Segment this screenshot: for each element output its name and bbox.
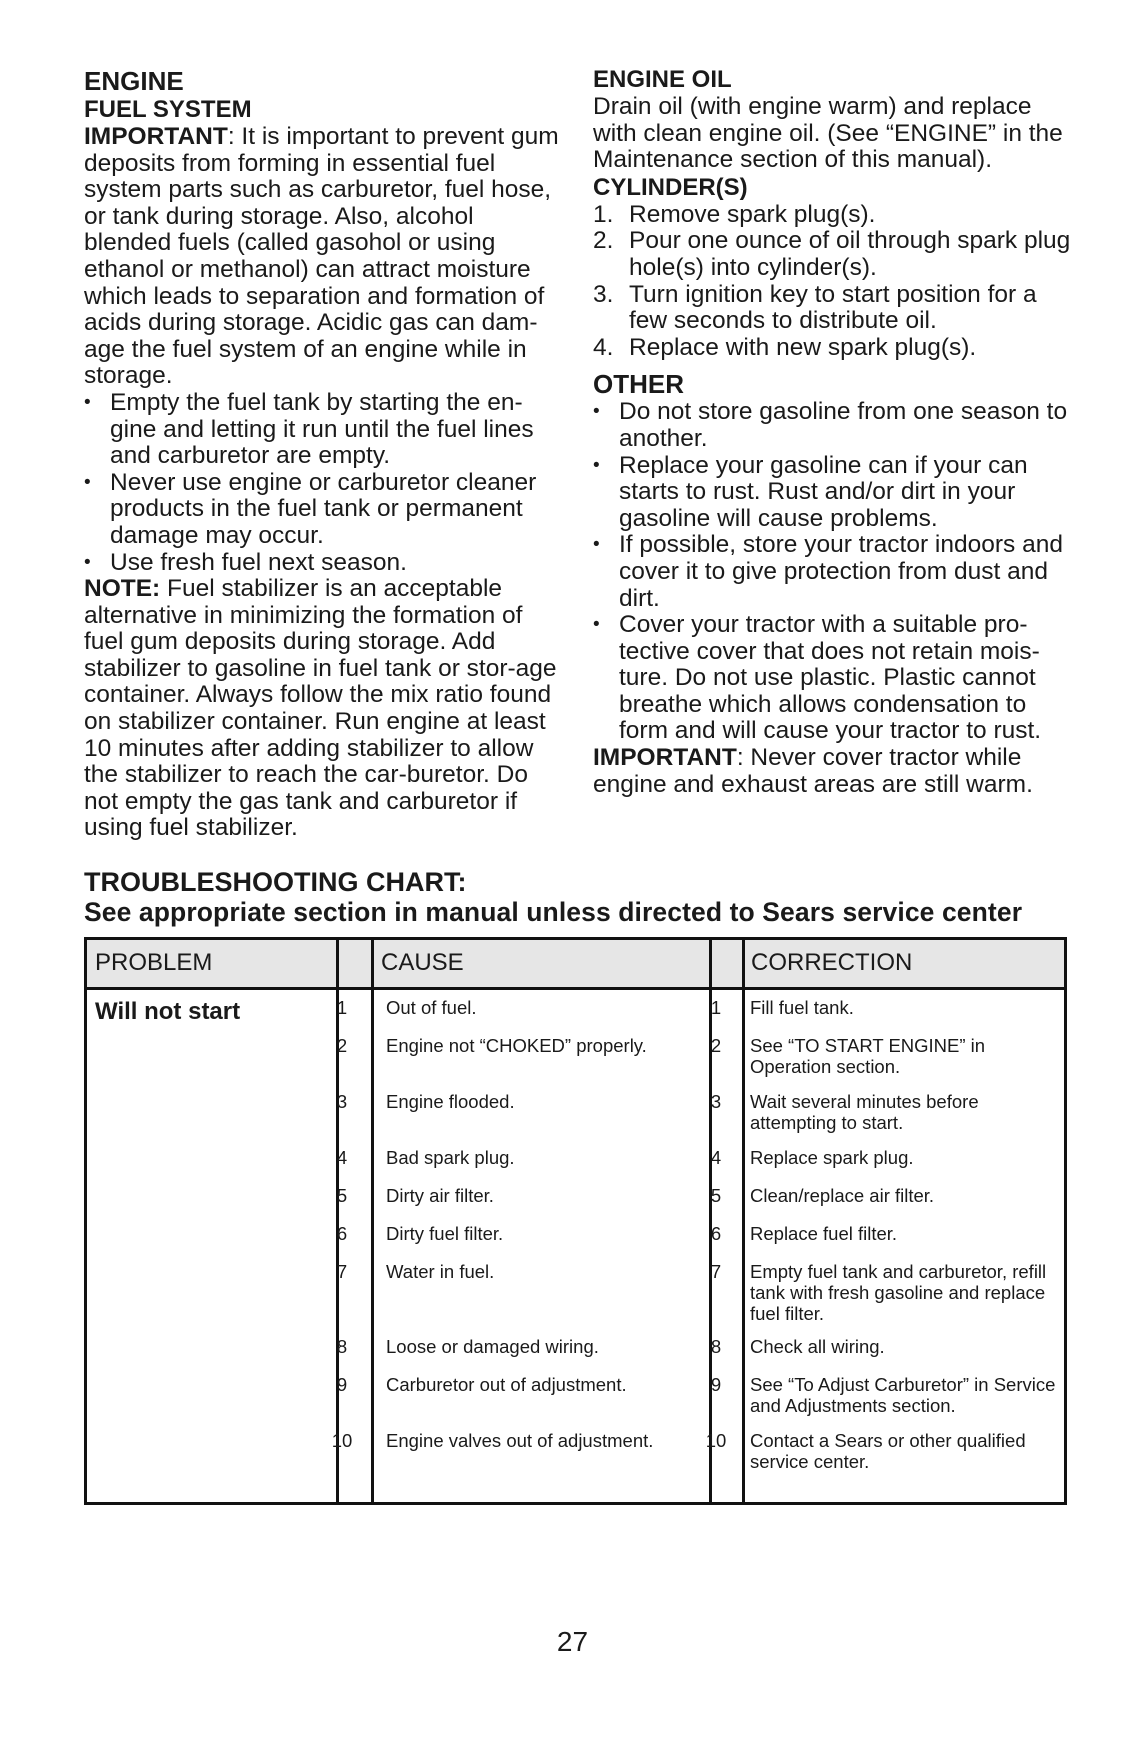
cause-cell: Engine flooded. [386,1091,515,1112]
problem-cell: Will not start [95,998,241,1025]
cause-number: 10 [331,1430,353,1451]
header-cause: CAUSE [381,949,464,976]
cause-cell: Engine valves out of adjustment. [386,1430,654,1451]
cylinders-heading: CYLINDER(S) [593,173,748,201]
note-label: NOTE: [84,575,161,603]
cause-number: 2 [336,1035,348,1056]
correction-cell: Replace spark plug. [750,1147,914,1168]
correction-number: 7 [710,1261,722,1282]
important-label: IMPORTANT [593,744,737,772]
cause-cell: Loose or damaged wiring. [386,1336,599,1357]
troubleshooting-title: TROUBLESHOOTING CHART: [84,867,467,897]
important-text: : Never cover tractor while engine and exhaust areas are still warm. [593,744,1033,798]
list-item: • If possible, store your tractor indoors and cover it to give protection from dust and dirt. [593,532,1073,612]
column-divider [371,940,374,1502]
left-column [84,66,564,842]
column-divider [709,940,712,1502]
cause-number: 9 [336,1374,348,1395]
troubleshooting-subtitle: See appropriate section in manual unless directed to Sears service center [84,897,1023,927]
correction-number: 4 [710,1147,722,1168]
step-number: 3. [593,280,614,308]
correction-cell: Replace fuel filter. [750,1223,898,1244]
step-text: Remove spark plug(s). [629,200,876,228]
correction-number: 1 [710,997,722,1018]
fuel-important-paragraph [84,124,564,390]
list-item: • Do not store gasoline from one season to another. [593,399,1073,452]
cause-cell: Dirty air filter. [386,1185,494,1206]
cause-number: 8 [336,1336,348,1357]
cause-number: 5 [336,1185,348,1206]
other-heading: OTHER [593,369,684,400]
correction-cell: Clean/replace air filter. [750,1185,935,1206]
correction-cell: Wait several minutes before attempting to start. [750,1091,979,1133]
list-item [593,202,1073,229]
fuel-bullet-list [84,390,564,576]
header-correction: CORRECTION [751,949,913,976]
important-text: : It is important to prevent gum deposits from forming in essential fuel system parts such as carburetor, fuel hose, or tank during storage. Also, alcohol blended fuels (called gasohol or using ethanol or methanol) can attract moisture which leads to separation and formation of acids during storage. Acidic gas can dam-age the fuel system of an engine while in storage. [84,123,559,390]
other-bullet-list [593,399,1073,745]
list-item: • Empty the fuel tank by starting the en-gine and letting it run until the fuel lines and carburetor are empty. [84,390,564,470]
cause-cell: Carburetor out of adjustment. [386,1374,627,1395]
step-text: Turn ignition key to start position for a few seconds to distribute oil. [629,280,1037,335]
cause-number: 7 [336,1261,348,1282]
list-item: • Cover your tractor with a suitable pro-tective cover that does not retain mois-ture. Do not use plastic. Plastic cannot breathe which allows condensation to form and will cause your tractor to rust. [593,612,1073,745]
cause-cell: Bad spark plug. [386,1147,515,1168]
correction-cell: See “To Adjust Carburetor” in Service and Adjustments section. [750,1374,1056,1416]
cause-number: 3 [336,1091,348,1112]
step-number: 1. [593,200,614,228]
header-problem: PROBLEM [95,949,213,976]
correction-number: 5 [710,1185,722,1206]
correction-cell: Contact a Sears or other qualified service center. [750,1430,1026,1472]
cause-number: 1 [336,997,348,1018]
step-text: Replace with new spark plug(s). [629,333,977,361]
list-item: • Never use engine or carburetor cleaner products in the fuel tank or permanent damage may occur. [84,470,564,550]
list-item [593,228,1073,281]
cause-cell: Water in fuel. [386,1261,495,1282]
correction-cell: Fill fuel tank. [750,997,854,1018]
list-item: • Use fresh fuel next season. [84,550,564,577]
correction-number: 6 [710,1223,722,1244]
fuel-system-heading: FUEL SYSTEM [84,96,252,123]
list-item [593,282,1073,335]
note-paragraph [84,576,564,842]
column-divider [336,940,339,1502]
table-header-divider [87,987,1064,990]
step-number: 2. [593,227,614,255]
cause-cell: Dirty fuel filter. [386,1223,504,1244]
correction-number: 8 [710,1336,722,1357]
engine-oil-heading: ENGINE OIL [593,66,732,93]
engine-oil-paragraph: Drain oil (with engine warm) and replace with clean engine oil. (See “ENGINE” in the Maintenance section of this manual). [593,93,1063,174]
cause-cell: Out of fuel. [386,997,477,1018]
cylinder-steps-list [593,202,1073,362]
troubleshooting-table [84,937,1067,1505]
correction-number: 9 [710,1374,722,1395]
note-text: Fuel stabilizer is an acceptable alternative in minimizing the formation of fuel gum deposits during storage. Add stabilizer to gasoline in fuel tank or stor-age container. Always follow the mix ratio found on stabilizer container. Run engine at least 10 minutes after adding stabilizer to allow the stabilizer to reach the car-buretor. Do not empty the gas tank and carburetor if using fuel stabilizer. [84,575,557,842]
right-column [593,66,1073,798]
important-label: IMPORTANT [84,123,228,150]
table-header-band [87,940,1064,987]
step-number: 4. [593,333,614,361]
cause-number: 4 [336,1147,348,1168]
correction-number: 2 [710,1035,722,1056]
page-number: 27 [556,1626,589,1657]
correction-number: 10 [705,1430,727,1451]
correction-cell: See “TO START ENGINE” in Operation section. [750,1035,986,1077]
correction-cell: Empty fuel tank and carburetor, refill tank with fresh gasoline and replace fuel filter. [750,1261,1047,1324]
cause-cell: Engine not “CHOKED” properly. [386,1035,647,1056]
cause-number: 6 [336,1223,348,1244]
step-text: Pour one ounce of oil through spark plug hole(s) into cylinder(s). [629,227,1071,281]
column-divider [742,940,745,1502]
other-important-paragraph [593,745,1073,798]
list-item [593,335,1073,362]
list-item: • Replace your gasoline can if your can starts to rust. Rust and/or dirt in your gasoline will cause problems. [593,453,1073,533]
correction-number: 3 [710,1091,722,1112]
correction-cell: Check all wiring. [750,1336,885,1357]
engine-heading: ENGINE [84,66,184,96]
